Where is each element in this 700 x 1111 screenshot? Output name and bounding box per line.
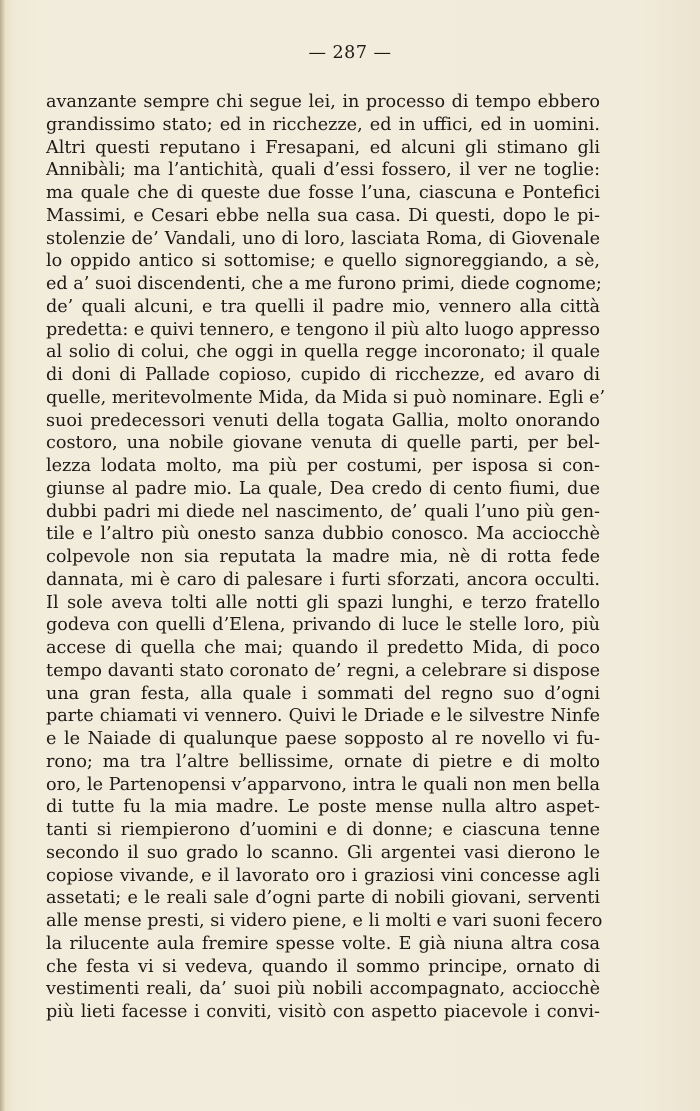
text-line: copiose vivande, e il lavorato oro i graziosi vini concesse agli	[46, 865, 600, 886]
text-line: colpevole non sia reputata la madre mia, nè di rotta fede	[46, 547, 600, 567]
text-line: di doni di Pallade copioso, cupido di ricchezze, ed avaro di	[46, 365, 600, 385]
text-line: dubbi padri mi diede nel nascimento, de’ quali l’uno più gen-	[46, 501, 600, 522]
text-line: la rilucente aula fremire spesse volte. E già niuna altra cosa	[46, 933, 600, 954]
text-line: alle mense presti, si videro piene, e li molti e vari suoni fecero	[46, 911, 603, 931]
text-line: Altri questi reputano i Fresapani, ed alcuni gli stimano gli	[46, 137, 600, 158]
text-line: dannata, mi è caro di palesare i furti sforzati, ancora occulti.	[46, 569, 600, 590]
text-line: godeva con quelli d’Elena, privando di luce le stelle loro, più	[46, 615, 600, 636]
text-line: che festa vi si vedeva, quando il sommo principe, ornato di	[46, 956, 600, 977]
text-line: accese di quella che mai; quando il predetto Mida, di poco	[46, 638, 600, 658]
text-line: lo oppido antico si sottomise; e quello signoreggiando, a sè,	[46, 251, 600, 272]
text-line: grandissimo stato; ed in ricchezze, ed in uffici, ed in uomini.	[46, 114, 600, 135]
text-line: al solio di colui, che oggi in quella regge incoronato; il quale	[46, 342, 600, 363]
page-number: — 287 —	[308, 43, 392, 63]
text-line: tanti si riempierono d’uomini e di donne; e ciascuna tenne	[46, 820, 600, 840]
text-line: Annibàli; ma l’antichità, quali d’essi fossero, il ver ne toglie:	[46, 160, 600, 181]
text-line: giunse al padre mio. La quale, Dea credo di cento fiumi, due	[46, 478, 600, 499]
text-line: vestimenti reali, da’ suoi più nobili accompagnato, acciocchè	[46, 979, 600, 1000]
text-line: Massimi, e Cesari ebbe nella sua casa. Di questi, dopo le pi-	[46, 205, 600, 226]
text-line: parte chiamati vi vennero. Quivi le Driade e le silvestre Ninfe	[46, 706, 600, 727]
text-line: rono; ma tra l’altre bellissime, ornate di pietre e di molto	[46, 751, 600, 772]
text-line: predetta: e quivi tennero, e tengono il più alto luogo appresso	[46, 319, 600, 340]
text-line: ed a’ suoi discendenti, che a me furono primi, diede cognome;	[46, 274, 602, 294]
text-line: una gran festa, alla quale i sommati del regno suo d’ogni	[46, 683, 600, 704]
text-line: suoi predecessori venuti della togata Gallia, molto onorando	[46, 410, 600, 431]
text-line: più lieti facesse i conviti, visitò con aspetto piacevole i convi-	[46, 1002, 600, 1022]
text-line: stolenzie de’ Vandali, uno di loro, lasciata Roma, di Giovenale	[46, 228, 600, 249]
text-line: ma quale che di queste due fosse l’una, ciascuna e Pontefici	[46, 183, 600, 203]
text-line: secondo il suo grado lo scanno. Gli argentei vasi dierono le	[46, 842, 600, 863]
body-text	[46, 91, 606, 1024]
page-binding-edge	[0, 0, 5, 1111]
text-line: avanzante sempre chi segue lei, in processo di tempo ebbero	[46, 92, 600, 112]
text-line: lezza lodata molto, ma più per costumi, per isposa si con-	[46, 456, 600, 476]
text-line: oro, le Partenopensi v’apparvono, intra le quali non men bella	[46, 774, 600, 795]
text-line: costoro, una nobile giovane venuta di quelle parti, per bel-	[46, 433, 600, 454]
text-line: de’ quali alcuni, e tra quelli il padre mio, vennero alla città	[46, 296, 600, 317]
text-line: quelle, meritevolmente Mida, da Mida si può nominare. Egli e’	[46, 387, 606, 408]
text-line: assetati; e le reali sale d’ogni parte di nobili giovani, serventi	[46, 888, 600, 909]
text-line: e le Naiade di qualunque paese sopposto al re novello vi fu-	[46, 729, 600, 749]
text-line: di tutte fu la mia madre. Le poste mense nulla altro aspet-	[46, 797, 600, 818]
text-line: Il sole aveva tolti alle notti gli spazi lunghi, e terzo fratello	[46, 592, 600, 613]
text-line: tempo davanti stato coronato de’ regni, a celebrare si dispose	[46, 660, 600, 681]
text-line: tile e l’altro più onesto sanza dubbio conosco. Ma acciocchè	[46, 524, 600, 545]
